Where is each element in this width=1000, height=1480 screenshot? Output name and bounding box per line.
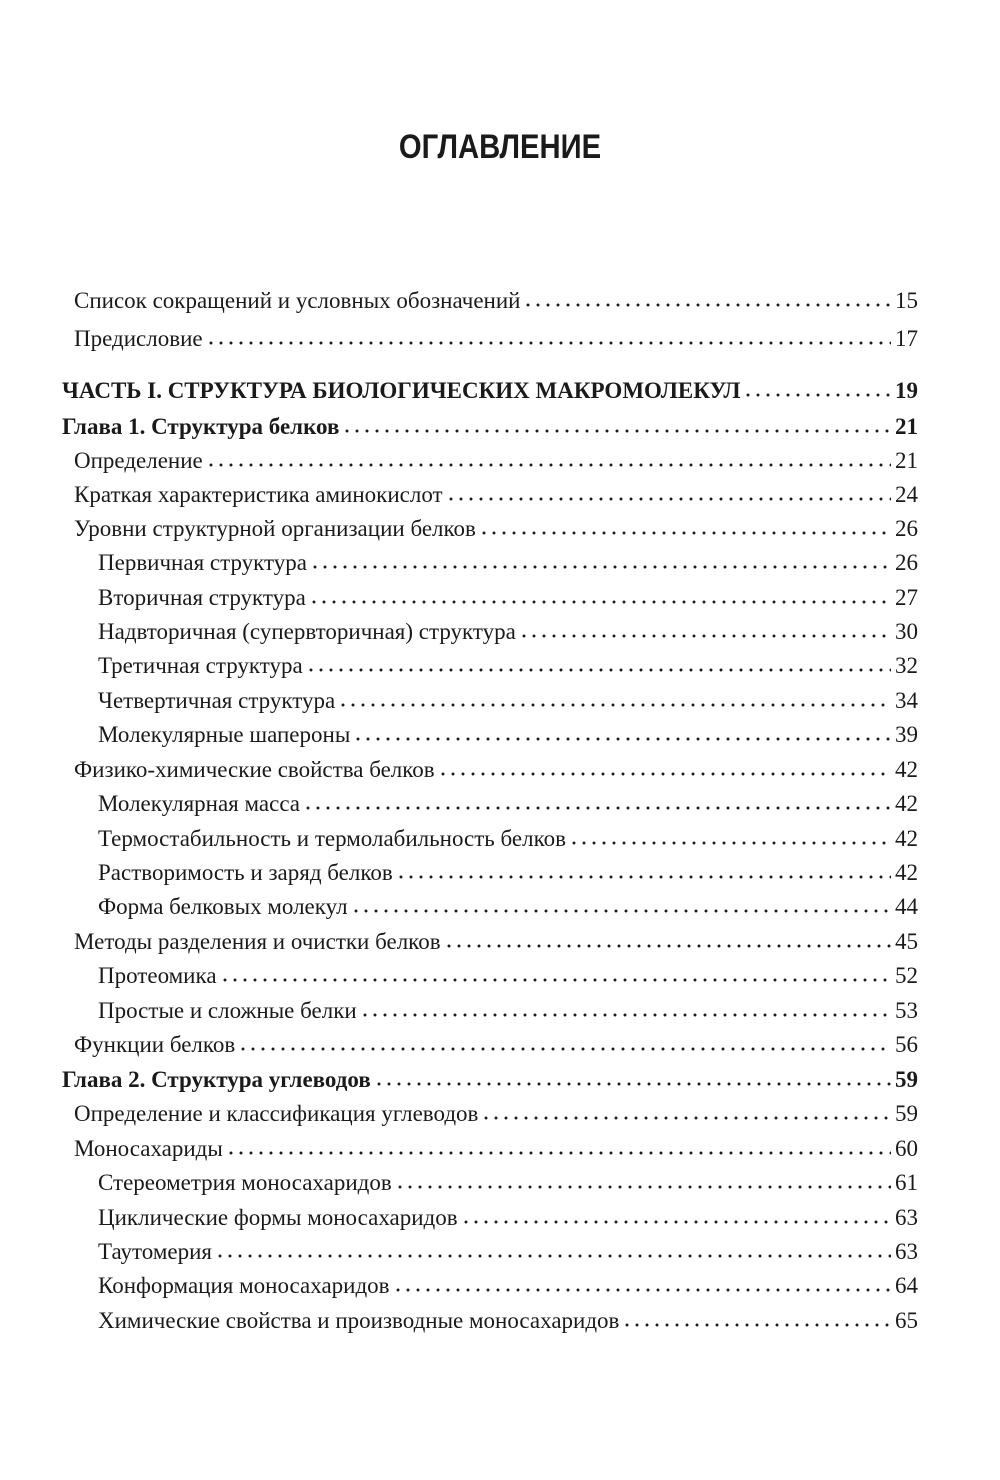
leader-dots xyxy=(569,824,891,846)
toc-subentry xyxy=(98,996,918,1030)
leader-dots xyxy=(438,755,891,777)
toc-entry-label: Химические свойства и производные моносахаридов xyxy=(98,1308,620,1333)
leader-dots xyxy=(396,858,891,880)
leader-dots xyxy=(303,789,891,811)
toc-entry xyxy=(74,927,918,961)
toc-entry xyxy=(74,1030,918,1064)
toc-subentry xyxy=(98,1203,918,1237)
toc-entry-page: 21 xyxy=(895,448,918,473)
toc-entry-page: 42 xyxy=(895,791,918,816)
toc-entry-page: 64 xyxy=(895,1273,918,1298)
toc-entry-page: 26 xyxy=(895,516,918,541)
toc-subentry xyxy=(98,858,918,892)
toc-entry-label: Физико-химические свойства белков xyxy=(74,757,435,782)
toc-subentry xyxy=(98,686,918,720)
toc-entry-label: Таутомерия xyxy=(98,1239,212,1264)
toc-subentry xyxy=(98,617,918,651)
toc-entry-page: 26 xyxy=(895,550,918,575)
leader-dots xyxy=(310,548,891,570)
toc-entry xyxy=(74,324,918,358)
page-title: ОГЛАВЛЕНИЕ xyxy=(398,128,602,166)
toc-entry xyxy=(74,286,918,320)
toc-entry xyxy=(74,514,918,548)
toc-entry-label: ЧАСТЬ I. СТРУКТУРА БИОЛОГИЧЕСКИХ МАКРОМОЛЕКУЛ xyxy=(62,378,741,403)
toc-entry-page: 61 xyxy=(895,1170,918,1195)
leader-dots xyxy=(215,1237,891,1259)
leader-dots xyxy=(622,1306,891,1328)
leader-dots xyxy=(461,1203,891,1225)
leader-dots xyxy=(446,480,891,502)
toc-entry-label: Список сокращений и условных обозначений xyxy=(74,288,521,313)
toc-entry-label: Функции белков xyxy=(74,1032,236,1057)
toc-subentry xyxy=(98,1168,918,1202)
leader-dots xyxy=(306,651,891,673)
toc-subentry xyxy=(98,824,918,858)
toc-subentry xyxy=(98,1306,918,1340)
toc-subentry xyxy=(98,961,918,995)
leader-dots xyxy=(338,686,891,708)
leader-dots xyxy=(206,324,891,346)
toc-entry-page: 63 xyxy=(895,1239,918,1264)
toc-chapter-heading xyxy=(62,1065,918,1099)
toc-entry xyxy=(74,446,918,480)
toc-chapter-heading xyxy=(62,412,918,446)
toc-entry-label: Вторичная структура xyxy=(98,585,306,610)
toc-entry-page: 59 xyxy=(895,1067,918,1092)
toc-entry-page: 34 xyxy=(895,688,918,713)
leader-dots xyxy=(360,996,891,1018)
leader-dots xyxy=(206,446,891,468)
toc-entry-page: 63 xyxy=(895,1205,918,1230)
leader-dots xyxy=(743,376,891,398)
toc-entry-label: Определение и классификация углеводов xyxy=(74,1101,479,1126)
toc-subentry xyxy=(98,651,918,685)
toc-entry-label: Первичная структура xyxy=(98,550,307,575)
toc-entry xyxy=(74,1134,918,1168)
toc-subentry xyxy=(98,1271,918,1305)
toc-entry-page: 52 xyxy=(895,963,918,988)
toc-entry-page: 17 xyxy=(895,326,918,351)
toc-entry-label: Циклические формы моносахаридов xyxy=(98,1205,458,1230)
toc-entry-label: Глава 1. Структура белков xyxy=(62,414,340,439)
leader-dots xyxy=(393,1271,891,1293)
toc-entry-page: 42 xyxy=(895,860,918,885)
toc-entry-label: Третичная структура xyxy=(98,653,303,678)
toc-entry-page: 30 xyxy=(895,619,918,644)
toc-entry-label: Молекулярные шапероны xyxy=(98,722,351,747)
toc-entry-label: Краткая характеристика аминокислот xyxy=(74,482,443,507)
toc-entry-page: 19 xyxy=(895,378,918,403)
toc-entry-page: 32 xyxy=(895,653,918,678)
toc-part-heading xyxy=(62,376,918,410)
toc-entry-page: 15 xyxy=(895,288,918,313)
toc-subentry xyxy=(98,548,918,582)
toc-entry xyxy=(74,755,918,789)
leader-dots xyxy=(395,1168,891,1190)
toc-entry-page: 60 xyxy=(895,1136,918,1161)
toc-entry-page: 42 xyxy=(895,757,918,782)
toc-entry-label: Молекулярная масса xyxy=(98,791,301,816)
leader-dots xyxy=(309,583,891,605)
toc-entry-label: Надвторичная (супервторичная) структура xyxy=(98,619,516,644)
toc-entry-page: 39 xyxy=(895,722,918,747)
toc-entry-label: Моносахариды xyxy=(74,1136,223,1161)
toc-entry-label: Стереометрия моносахаридов xyxy=(98,1170,392,1195)
leader-dots xyxy=(523,286,891,308)
toc-entry-page: 21 xyxy=(895,414,918,439)
toc-entry-label: Конформация моносахаридов xyxy=(98,1273,390,1298)
toc-entry-page: 65 xyxy=(895,1308,918,1333)
toc-entry-label: Методы разделения и очистки белков xyxy=(74,929,441,954)
toc-entry-page: 44 xyxy=(895,894,918,919)
toc-entry-page: 53 xyxy=(895,998,918,1023)
leader-dots xyxy=(238,1030,891,1052)
leader-dots xyxy=(481,1099,891,1121)
toc-entry-page: 42 xyxy=(895,826,918,851)
toc-entry-label: Четвертичная структура xyxy=(98,688,336,713)
toc-entry xyxy=(74,480,918,514)
toc-subentry xyxy=(98,583,918,617)
toc-entry-label: Протеомика xyxy=(98,963,217,988)
toc-entry-label: Простые и сложные белки xyxy=(98,998,357,1023)
toc-subentry xyxy=(98,720,918,754)
toc-entry-label: Растворимость и заряд белков xyxy=(98,860,393,885)
toc-entry xyxy=(74,1099,918,1133)
toc-entry-label: Уровни структурной организации белков xyxy=(74,516,476,541)
toc-entry-page: 24 xyxy=(895,482,918,507)
toc-entry-label: Определение xyxy=(74,448,203,473)
toc-entry-page: 56 xyxy=(895,1032,918,1057)
leader-dots xyxy=(519,617,891,639)
toc-entry-label: Термостабильность и термолабильность белков xyxy=(98,826,566,851)
leader-dots xyxy=(374,1065,891,1087)
toc-entry-label: Глава 2. Структура углеводов xyxy=(62,1067,371,1092)
leader-dots xyxy=(220,961,891,983)
leader-dots xyxy=(444,927,891,949)
leader-dots xyxy=(226,1134,891,1156)
toc-subentry xyxy=(98,789,918,823)
toc-entry-page: 59 xyxy=(895,1101,918,1126)
toc-subentry xyxy=(98,892,918,926)
leader-dots xyxy=(479,514,891,536)
toc-entry-label: Предисловие xyxy=(74,326,203,351)
toc-entry-label: Форма белковых молекул xyxy=(98,894,348,919)
toc-subentry xyxy=(98,1237,918,1271)
leader-dots xyxy=(353,720,891,742)
leader-dots xyxy=(342,412,891,434)
toc-entry-page: 27 xyxy=(895,585,918,610)
toc-entry-page: 45 xyxy=(895,929,918,954)
leader-dots xyxy=(351,892,891,914)
